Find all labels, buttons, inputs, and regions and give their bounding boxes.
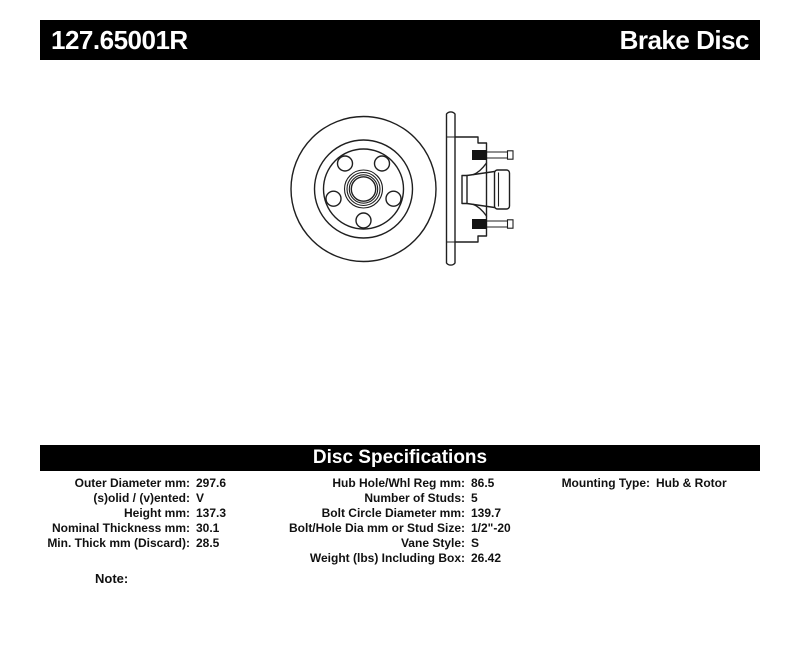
spec-label: Min. Thick mm (Discard): [47, 536, 190, 550]
spec-row [280, 506, 530, 521]
spec-row [280, 551, 530, 566]
spec-label: Outer Diameter mm: [74, 476, 190, 490]
hub-rotor-cross-section-icon [447, 112, 514, 265]
spec-label: Nominal Thickness mm: [51, 521, 190, 535]
spec-row [280, 491, 530, 506]
spec-value: 5 [471, 491, 478, 505]
wheel-stud-bottom [472, 219, 513, 229]
spec-row [280, 536, 530, 551]
spec-column-hub [280, 476, 530, 566]
spec-value: 28.5 [196, 536, 220, 550]
rotor-section-lines [447, 137, 456, 242]
spec-row [280, 476, 530, 491]
spec-value: 139.7 [471, 506, 502, 520]
spec-section-title: Disc Specifications [312, 447, 488, 468]
spec-value: 297.6 [196, 476, 227, 490]
product-type-title: Brake Disc [619, 24, 749, 55]
note-label: Note: [95, 571, 129, 586]
part-number: 127.65001R [51, 24, 188, 55]
spec-value: Hub & Rotor [656, 476, 727, 490]
rotor-outer-edge [291, 117, 436, 262]
spec-value: V [196, 491, 205, 505]
spec-value: 30.1 [196, 521, 220, 535]
spec-label: Bolt Circle Diameter mm: [321, 506, 465, 520]
spec-section-header [40, 445, 760, 471]
spec-label: (s)olid / (v)ented: [93, 491, 190, 505]
spec-label: Weight (lbs) Including Box: [309, 551, 465, 565]
bore-inner-face [462, 176, 467, 204]
spec-label: Number of Studs: [364, 491, 465, 505]
spec-value: 1/2"-20 [471, 521, 511, 535]
spec-label: Height mm: [124, 506, 190, 520]
spec-value: S [471, 536, 480, 550]
center-bore-rings [345, 170, 383, 208]
hub-nose-face [495, 170, 510, 209]
spec-label: Hub Hole/Whl Reg mm: [332, 476, 465, 490]
spec-row [40, 521, 280, 536]
spec-value: 26.42 [471, 551, 502, 565]
spec-row [530, 476, 760, 491]
rotor-friction-surface-circle [315, 140, 413, 238]
bore-taper-lines [467, 172, 495, 208]
spec-row [40, 536, 280, 551]
spec-row [40, 506, 280, 521]
spec-row [40, 491, 280, 506]
spec-row [280, 521, 530, 536]
hub-flange-circle [324, 149, 404, 229]
spec-label: Vane Style: [400, 536, 465, 550]
spec-label: Bolt/Hole Dia mm or Stud Size: [288, 521, 465, 535]
spec-label: Mounting Type: [561, 476, 650, 490]
spec-column-mounting [530, 476, 760, 566]
stud-holes [326, 156, 401, 228]
spec-row [40, 476, 280, 491]
spec-value: 137.3 [196, 506, 227, 520]
brake-disc-technical-drawing [285, 103, 525, 278]
spec-table [40, 476, 760, 566]
header-bar [40, 20, 760, 60]
hub-cone-lines [474, 163, 487, 216]
wheel-stud-top [472, 150, 513, 160]
brake-disc-front-view-icon [291, 117, 436, 262]
spec-value: 86.5 [471, 476, 495, 490]
spec-column-dimensions [40, 476, 280, 566]
